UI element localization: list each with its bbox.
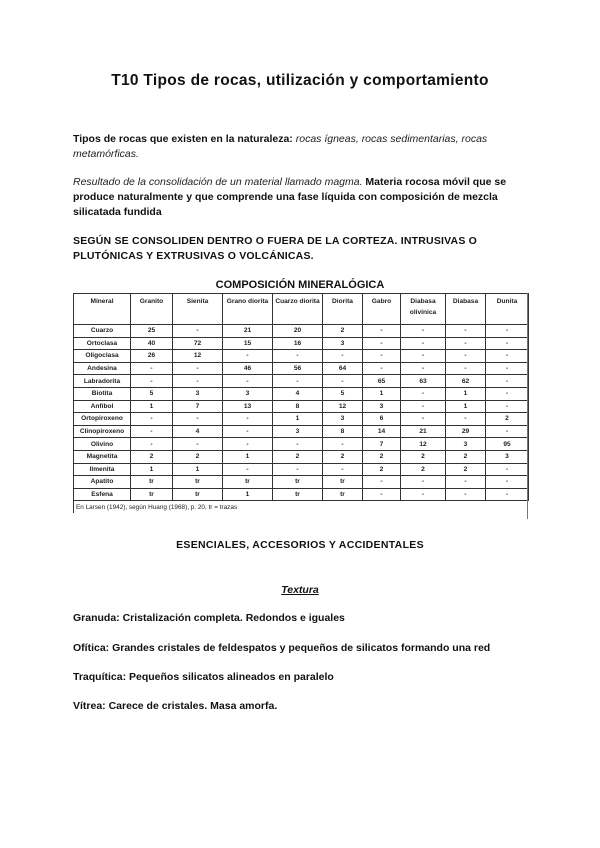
percentage-cell: 12 [323, 400, 363, 413]
mineral-name-cell: Olivino [74, 438, 131, 451]
table-row [74, 413, 529, 426]
mineral-name-cell: Ortopiroxeno [74, 413, 131, 426]
percentage-cell: - [131, 362, 173, 375]
table-header-row [74, 294, 529, 325]
percentage-cell: 63 [401, 375, 446, 388]
percentage-cell: - [273, 350, 323, 363]
percentage-cell: - [173, 413, 223, 426]
percentage-cell: - [401, 362, 446, 375]
percentage-cell: - [446, 476, 486, 489]
table-row [74, 387, 529, 400]
percentage-cell: 2 [446, 463, 486, 476]
percentage-cell: 2 [173, 450, 223, 463]
mineral-name-cell: Esfena [74, 488, 131, 501]
table-title: COMPOSICIÓN MINERALÓGICA [215, 279, 385, 291]
percentage-cell: 95 [486, 438, 529, 451]
column-header: Gabro [363, 294, 401, 325]
percentage-cell: 2 [131, 450, 173, 463]
texture-heading: Textura [281, 584, 319, 596]
percentage-cell: 1 [363, 387, 401, 400]
mineral-name-cell: Labradorita [74, 375, 131, 388]
table-citation: En Larsen (1942), según Huang (1968), p. 20, tr = trazas [74, 501, 529, 513]
percentage-cell: 13 [223, 400, 273, 413]
percentage-cell: - [486, 337, 529, 350]
mineral-name-cell: Ilmenita [74, 463, 131, 476]
percentage-cell: tr [273, 476, 323, 489]
percentage-cell: - [446, 350, 486, 363]
percentage-cell: - [446, 362, 486, 375]
column-header: Granito [131, 294, 173, 325]
percentage-cell: 3 [446, 438, 486, 451]
percentage-cell: 4 [173, 425, 223, 438]
page-title: T10 Tipos de rocas, utilización y comportamiento [111, 72, 489, 89]
percentage-cell: - [223, 413, 273, 426]
percentage-cell: 3 [486, 450, 529, 463]
percentage-cell: 20 [273, 325, 323, 338]
percentage-cell: 8 [273, 400, 323, 413]
percentage-cell: 46 [223, 362, 273, 375]
percentage-cell: - [131, 438, 173, 451]
percentage-cell: 7 [173, 400, 223, 413]
column-header: Diabasa [446, 294, 486, 325]
percentage-cell: - [173, 438, 223, 451]
magma-italic: Resultado de la consolidación de un material llamado magma. [73, 176, 363, 188]
percentage-cell: - [486, 325, 529, 338]
mineral-composition-table [73, 293, 529, 513]
percentage-cell: 16 [273, 337, 323, 350]
percentage-cell: - [401, 400, 446, 413]
percentage-cell: tr [131, 476, 173, 489]
table-row [74, 450, 529, 463]
texture-item-vitrea: Vítrea: Carece de cristales. Masa amorfa. [73, 700, 278, 712]
percentage-cell: - [486, 400, 529, 413]
table-row [74, 425, 529, 438]
percentage-cell: 12 [173, 350, 223, 363]
percentage-cell: 62 [446, 375, 486, 388]
mineral-name-cell: Andesina [74, 362, 131, 375]
table-row [74, 350, 529, 363]
percentage-cell: 2 [401, 450, 446, 463]
mineral-name-cell: Biotita [74, 387, 131, 400]
percentage-cell: tr [273, 488, 323, 501]
mineral-name-cell: Magnetita [74, 450, 131, 463]
magma-definition: Materia rocosa móvil que se produce naturalmente y que comprende una fase líquida con composición de mezcla silicatada fundida [73, 176, 507, 218]
percentage-cell: 2 [363, 450, 401, 463]
percentage-cell: - [446, 488, 486, 501]
column-header: Mineral [74, 294, 131, 325]
percentage-cell: 29 [446, 425, 486, 438]
section-heading: ESENCIALES, ACCESORIOS Y ACCIDENTALES [176, 539, 424, 551]
table-row [74, 375, 529, 388]
percentage-cell: 4 [273, 387, 323, 400]
percentage-cell: - [223, 350, 273, 363]
mineral-name-cell: Apatito [74, 476, 131, 489]
column-header: Dunita [486, 294, 529, 325]
rock-types-value: rocas ígneas, rocas sedimentarias, rocas metamórficas. [73, 133, 488, 160]
column-header: Cuarzo diorita [273, 294, 323, 325]
percentage-cell: 8 [323, 425, 363, 438]
percentage-cell: - [486, 375, 529, 388]
percentage-cell: 2 [273, 450, 323, 463]
magma-paragraph [73, 175, 533, 220]
column-header: Sienita [173, 294, 223, 325]
table-row [74, 362, 529, 375]
percentage-cell: 12 [401, 438, 446, 451]
percentage-cell: 1 [173, 463, 223, 476]
percentage-cell: 6 [363, 413, 401, 426]
texture-item-ofitica: Ofítica: Grandes cristales de feldespatos y pequeños de silicatos formando una red [73, 642, 491, 654]
percentage-cell: - [173, 362, 223, 375]
mineral-name-cell: Anfíbol [74, 400, 131, 413]
percentage-cell: 3 [273, 425, 323, 438]
percentage-cell: - [486, 488, 529, 501]
mineral-name-cell: Ortoclasa [74, 337, 131, 350]
table-row [74, 325, 529, 338]
table-row [74, 488, 529, 501]
table-row [74, 476, 529, 489]
percentage-cell: - [446, 325, 486, 338]
percentage-cell: 2 [363, 463, 401, 476]
percentage-cell: - [273, 463, 323, 476]
percentage-cell: - [363, 488, 401, 501]
percentage-cell: - [486, 463, 529, 476]
percentage-cell: - [131, 425, 173, 438]
percentage-cell: tr [223, 476, 273, 489]
column-header: Diabasa olivínica [401, 294, 446, 325]
percentage-cell: - [173, 325, 223, 338]
percentage-cell: - [223, 425, 273, 438]
percentage-cell: 26 [131, 350, 173, 363]
percentage-cell: 15 [223, 337, 273, 350]
percentage-cell: - [173, 375, 223, 388]
rock-types-label: Tipos de rocas que existen en la naturaleza: [73, 133, 293, 145]
percentage-cell: - [131, 375, 173, 388]
percentage-cell: 5 [323, 387, 363, 400]
percentage-cell: - [131, 413, 173, 426]
percentage-cell: 21 [223, 325, 273, 338]
table-row [74, 463, 529, 476]
table-row [74, 438, 529, 451]
percentage-cell: 14 [363, 425, 401, 438]
percentage-cell: - [401, 488, 446, 501]
percentage-cell: 72 [173, 337, 223, 350]
percentage-cell: 5 [131, 387, 173, 400]
texture-item-traquitica: Traquítica: Pequeños silicatos alineados en paralelo [73, 671, 334, 683]
percentage-cell: - [401, 350, 446, 363]
percentage-cell: 7 [363, 438, 401, 451]
percentage-cell: tr [323, 476, 363, 489]
percentage-cell: - [401, 413, 446, 426]
percentage-cell: - [223, 438, 273, 451]
percentage-cell: - [223, 463, 273, 476]
percentage-cell: 1 [273, 413, 323, 426]
classification-text: SEGÚN SE CONSOLIDEN DENTRO O FUERA DE LA CORTEZA. INTRUSIVAS O PLUTÓNICAS Y EXTRUSIVAS O VOLCÁNICAS. [73, 235, 478, 262]
percentage-cell: - [486, 387, 529, 400]
table-row [74, 337, 529, 350]
percentage-cell: 2 [486, 413, 529, 426]
percentage-cell: 2 [323, 325, 363, 338]
percentage-cell: 25 [131, 325, 173, 338]
percentage-cell: - [273, 375, 323, 388]
percentage-cell: 1 [131, 463, 173, 476]
percentage-cell: - [323, 463, 363, 476]
mineral-name-cell: Clinopiroxeno [74, 425, 131, 438]
percentage-cell: 1 [446, 400, 486, 413]
percentage-cell: - [486, 476, 529, 489]
mineral-name-cell: Cuarzo [74, 325, 131, 338]
percentage-cell: 2 [401, 463, 446, 476]
percentage-cell: 3 [173, 387, 223, 400]
percentage-cell: - [363, 337, 401, 350]
percentage-cell: - [323, 350, 363, 363]
table-right-edge [527, 293, 528, 519]
percentage-cell: 3 [323, 413, 363, 426]
percentage-cell: 21 [401, 425, 446, 438]
percentage-cell: - [273, 438, 323, 451]
percentage-cell: tr [173, 476, 223, 489]
percentage-cell: 64 [323, 362, 363, 375]
percentage-cell: 1 [223, 488, 273, 501]
percentage-cell: - [486, 350, 529, 363]
percentage-cell: 2 [446, 450, 486, 463]
percentage-cell: 3 [363, 400, 401, 413]
column-header: Diorita [323, 294, 363, 325]
percentage-cell: tr [323, 488, 363, 501]
column-header: Grano diorita [223, 294, 273, 325]
percentage-cell: 40 [131, 337, 173, 350]
texture-item-granuda: Granuda: Cristalización completa. Redondos e iguales [73, 612, 345, 624]
percentage-cell: - [401, 337, 446, 350]
percentage-cell: - [401, 325, 446, 338]
percentage-cell: - [486, 362, 529, 375]
percentage-cell: - [223, 375, 273, 388]
percentage-cell: - [401, 476, 446, 489]
rock-types-paragraph [73, 132, 533, 162]
percentage-cell: - [363, 350, 401, 363]
table-row [74, 400, 529, 413]
percentage-cell: - [363, 325, 401, 338]
percentage-cell: - [363, 362, 401, 375]
percentage-cell: 2 [323, 450, 363, 463]
percentage-cell: 1 [131, 400, 173, 413]
percentage-cell: - [323, 438, 363, 451]
percentage-cell: 3 [223, 387, 273, 400]
percentage-cell: tr [173, 488, 223, 501]
percentage-cell: 1 [446, 387, 486, 400]
percentage-cell: - [401, 387, 446, 400]
percentage-cell: - [446, 337, 486, 350]
percentage-cell: 56 [273, 362, 323, 375]
percentage-cell: 65 [363, 375, 401, 388]
percentage-cell: - [446, 413, 486, 426]
percentage-cell: - [486, 425, 529, 438]
percentage-cell: - [323, 375, 363, 388]
percentage-cell: tr [131, 488, 173, 501]
citation-row [74, 501, 529, 513]
percentage-cell: 3 [323, 337, 363, 350]
percentage-cell: 1 [223, 450, 273, 463]
percentage-cell: - [363, 476, 401, 489]
mineral-name-cell: Oligoclasa [74, 350, 131, 363]
